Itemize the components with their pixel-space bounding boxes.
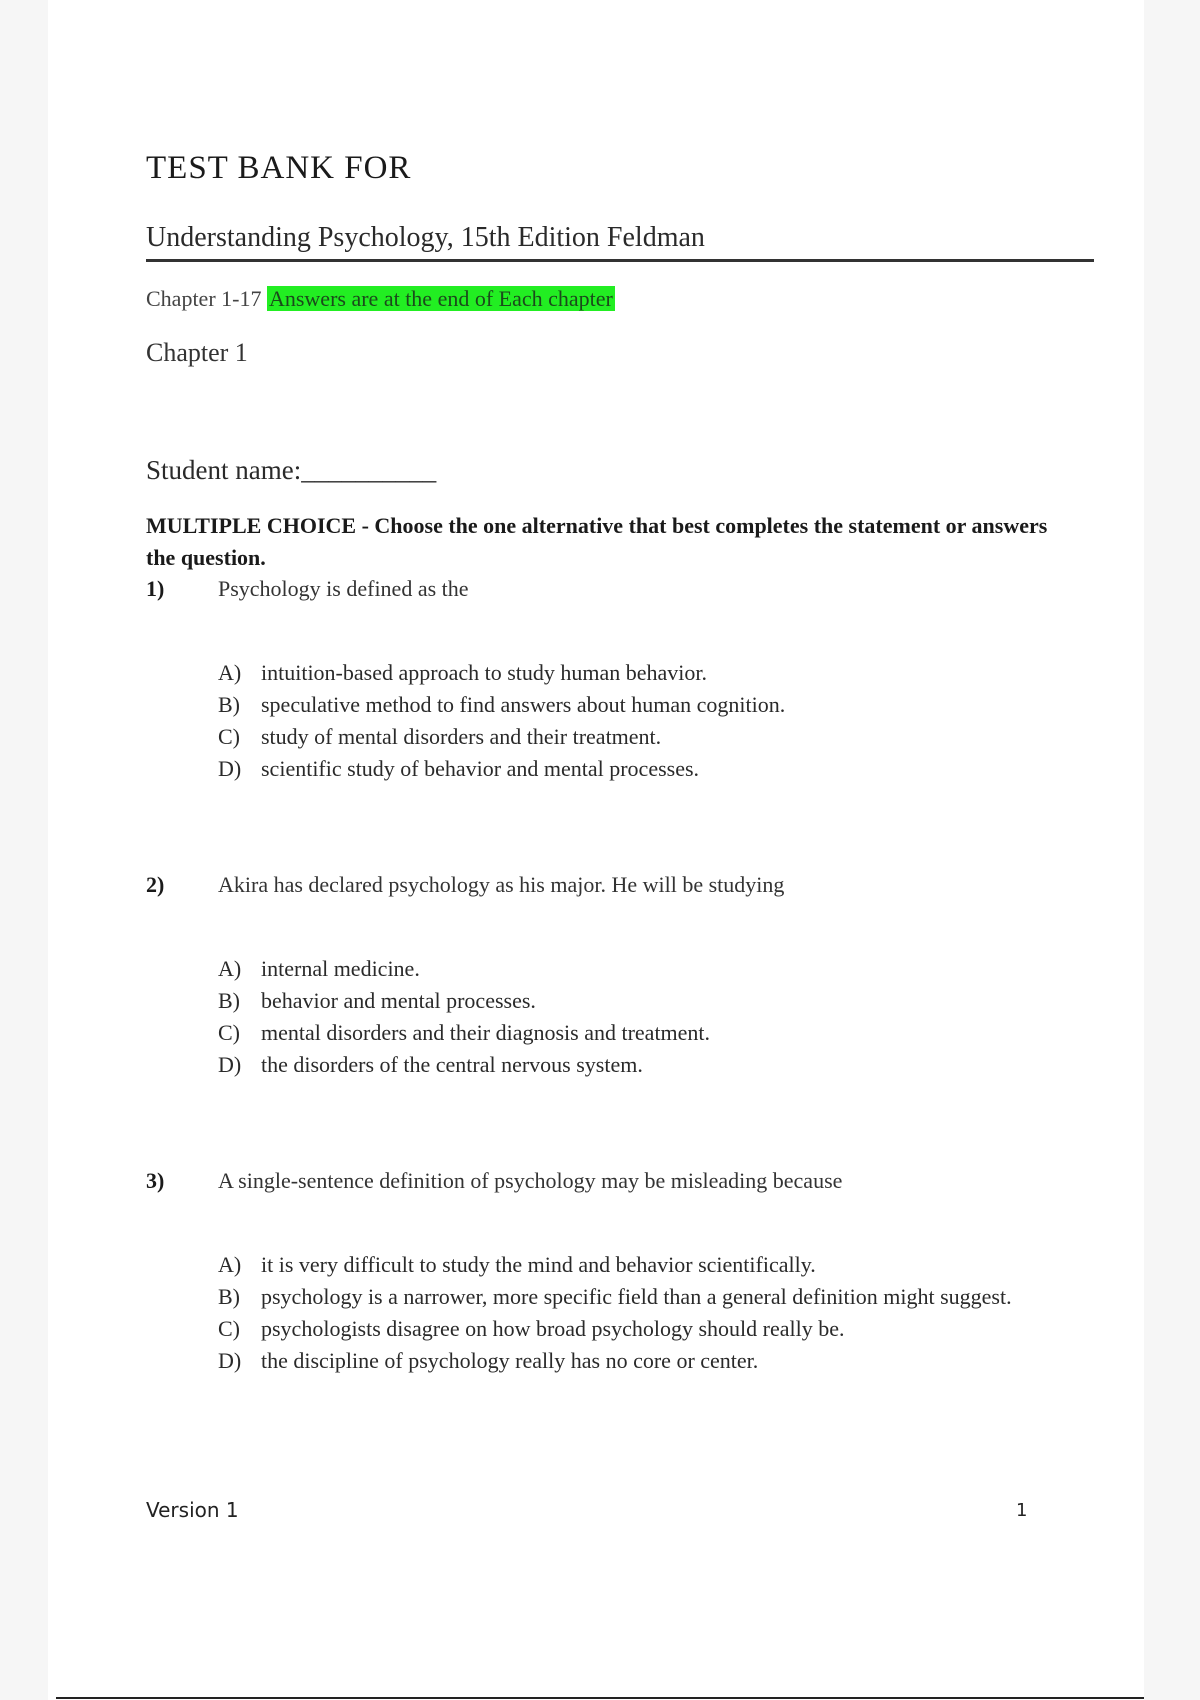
option-text: study of mental disorders and their treatment. [261,724,662,749]
option-text: intuition-based approach to study human behavior. [261,660,708,685]
option-letter: D) [218,1052,242,1077]
document-title: TEST BANK FOR [146,150,412,186]
option-text: the disorders of the central nervous system. [261,1052,643,1077]
answer-option [218,956,420,982]
question-text: Akira has declared psychology as his major. He will be studying [218,872,785,897]
option-letter: B) [218,1284,240,1309]
answer-option [218,724,661,750]
answer-option [218,1052,643,1078]
option-text: psychology is a narrower, more specific field than a general definition might suggest. [261,1284,1012,1309]
option-text: mental disorders and their diagnosis and treatment. [261,1020,711,1045]
option-letter: D) [218,1348,242,1373]
question-text: Psychology is defined as the [218,576,469,601]
answer-option [218,1284,1012,1310]
option-letter: C) [218,1316,240,1341]
answer-option [218,756,699,782]
title-divider [146,259,1094,262]
answer-option [218,660,707,686]
student-name-field: Student name:__________ [146,455,437,485]
option-letter: C) [218,1020,240,1045]
chapter-range: Chapter 1-17 [146,286,262,311]
option-letter: A) [218,1252,242,1277]
footer-version: Version 1 [146,1498,239,1522]
answer-option [218,988,536,1014]
question-number: 1) [146,576,165,601]
footer-page-number: 1 [1016,1500,1028,1521]
page-bottom-border [56,1697,1144,1699]
option-text: psychologists disagree on how broad psychology should really be. [261,1316,845,1341]
option-letter: B) [218,988,240,1013]
option-letter: A) [218,660,242,685]
option-letter: A) [218,956,242,981]
chapter-heading: Chapter 1 [146,338,248,367]
question-number: 3) [146,1168,165,1193]
answer-option [218,692,785,718]
answer-option [218,1316,845,1342]
option-text: internal medicine. [261,956,420,981]
option-text: the discipline of psychology really has no core or center. [261,1348,759,1373]
option-text: it is very difficult to study the mind and behavior scientifically. [261,1252,816,1277]
option-letter: D) [218,756,242,781]
question-number: 2) [146,872,165,897]
document-page [48,0,1144,1700]
multiple-choice-instructions: MULTIPLE CHOICE - Choose the one alternative that best completes the statement or answers the question. [146,513,1048,570]
answer-option [218,1348,758,1374]
answer-option [218,1252,816,1278]
option-text: scientific study of behavior and mental processes. [261,756,700,781]
answers-note-highlight: Answers are at the end of Each chapter [268,286,613,311]
chapter-range-line [146,286,615,312]
question-text: A single-sentence definition of psychology may be misleading because [218,1168,843,1193]
option-text: behavior and mental processes. [261,988,536,1013]
answer-option [218,1020,710,1046]
book-subtitle: Understanding Psychology, 15th Edition Feldman [146,222,705,253]
option-letter: B) [218,692,240,717]
option-letter: C) [218,724,240,749]
option-text: speculative method to find answers about human cognition. [261,692,786,717]
